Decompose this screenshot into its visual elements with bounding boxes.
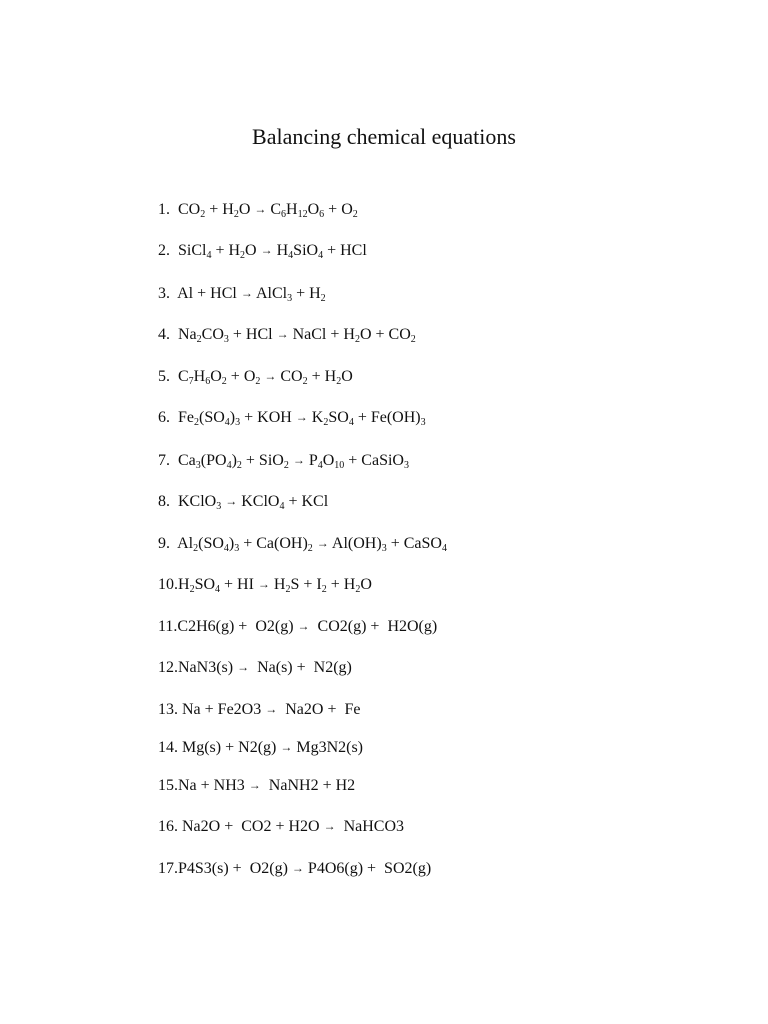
equation-text: SiCl$_4$ + $H_2O \to H_4SiO_4$ + HCl <box>178 242 367 261</box>
equation-text: Al + HCl → AlCl$_3$ + $H_2$ <box>177 285 326 304</box>
equation-number: 1. <box>158 201 170 218</box>
equation-text: $Al_2(SO_4)_3 + Ca(OH)_2 \to Al(OH)_3$ + CaSO$_4$ <box>177 535 447 554</box>
equation-item <box>158 491 328 512</box>
equation-text: Na2O + CO2 + H2O → NaHCO3 <box>182 818 405 835</box>
equation-item <box>158 699 360 720</box>
equation-number: 6. <box>158 409 170 426</box>
equation-text: $Na_2CO_3$ + HCl → NaCl + $H_2O + CO_2$ <box>178 326 416 345</box>
equation-text: NaN3(s) → Na(s) + N2(g) <box>178 659 352 676</box>
equation-text: Na + Fe2O3 → Na2O + Fe <box>182 701 361 718</box>
equation-text: $C_7H_6O_2 + O_2 \to CO_2 + H_2O$ <box>178 368 353 387</box>
equation-number: 12. <box>158 659 178 676</box>
equation-item <box>158 657 352 678</box>
equation-number: 9. <box>158 535 170 552</box>
equation-number: 16. <box>158 818 178 835</box>
equation-item <box>158 199 358 220</box>
equation-number: 17. <box>158 860 178 877</box>
document-title: Balancing chemical equations <box>252 124 516 149</box>
equation-number: 5. <box>158 368 170 385</box>
equation-text: $Fe_2(SO_4)_3$ + KOH → $K_2SO_4 + Fe(OH)_3$ <box>178 409 426 428</box>
equation-number: 8. <box>158 493 170 510</box>
equation-number: 3. <box>158 285 170 302</box>
equation-item <box>158 775 355 796</box>
equation-item <box>158 240 367 261</box>
equation-number: 13. <box>158 701 178 718</box>
equation-number: 15. <box>158 777 178 794</box>
equation-text: $H_2SO_4$ + HI → $H_2S + I_2 + H_2O$ <box>178 576 372 595</box>
equation-item <box>158 574 372 595</box>
equation-item <box>158 283 326 304</box>
equation-item <box>158 324 416 345</box>
equation-text: Na + NH3 → NaNH2 + H2 <box>178 777 356 794</box>
equation-item <box>158 737 363 758</box>
equation-text: P4S3(s) + O2(g) → P4O6(g) + SO2(g) <box>178 860 432 877</box>
equation-text: Mg(s) + N2(g) → Mg3N2(s) <box>182 739 364 756</box>
equation-text: C2H6(g) + O2(g) → CO2(g) + H2O(g) <box>177 618 438 635</box>
equation-text: $Ca_3(PO_4)_2 + SiO_2 \to P_4O_{10}$ + CaSiO$_3$ <box>178 452 409 471</box>
equation-number: 14. <box>158 739 178 756</box>
equation-number: 10. <box>158 576 178 593</box>
equation-item <box>158 858 431 879</box>
equation-item <box>158 407 426 428</box>
equation-item <box>158 816 404 837</box>
equation-item <box>158 616 437 637</box>
equation-number: 2. <box>158 242 170 259</box>
equation-item <box>158 450 409 471</box>
equation-item <box>158 366 353 387</box>
equation-text: KClO$_3$ → KClO$_4$ + KCl <box>178 493 329 512</box>
equation-number: 11. <box>158 618 178 635</box>
equation-number: 4. <box>158 326 170 343</box>
equation-text: $CO_2 + H_2O \to C_6H_{12}O_6 + O_2$ <box>178 201 358 220</box>
equation-item <box>158 533 447 554</box>
equation-number: 7. <box>158 452 170 469</box>
